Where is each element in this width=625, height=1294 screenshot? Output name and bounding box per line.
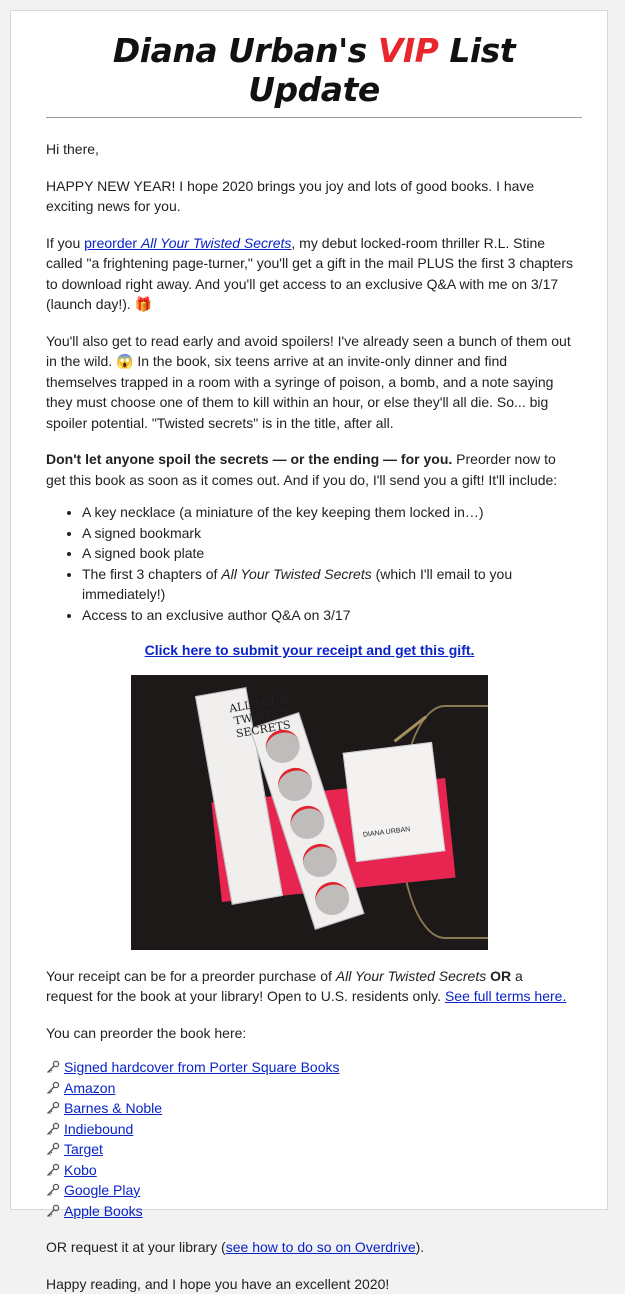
retailer-item bbox=[46, 1180, 573, 1201]
retailer-link[interactable]: Barnes & Noble bbox=[64, 1100, 162, 1116]
receipt-title: All Your Twisted Secrets bbox=[336, 968, 486, 984]
closing: Happy reading, and I hope you have an excellent 2020! bbox=[46, 1274, 573, 1294]
retailer-link[interactable]: Target bbox=[64, 1141, 103, 1157]
receipt-or: OR bbox=[486, 968, 511, 984]
submit-receipt-link[interactable]: Click here to submit your receipt and get this gift. bbox=[145, 642, 475, 658]
key-icon bbox=[46, 1163, 60, 1177]
retailer-link[interactable]: Signed hardcover from Porter Square Books bbox=[64, 1059, 339, 1075]
retailer-link[interactable]: Google Play bbox=[64, 1182, 140, 1198]
retailer-item bbox=[46, 1139, 573, 1160]
retailer-link[interactable]: Kobo bbox=[64, 1162, 97, 1178]
gift-item bbox=[82, 564, 573, 605]
email-body bbox=[11, 139, 607, 1294]
retailer-list bbox=[46, 1057, 573, 1221]
paragraph-spoilers: You'll also get to read early and avoid spoilers! I've already seen a bunch of them out in the wild. 😱 In the book, six teens arrive at an invite-only dinner and find themselves trapped in a room with a syringe of poison, a bomb, and a note saying they must choose one of them to kill within an hour, or else they'll all die. So... big spoiler potential. "Twisted secrets" is in the title, after all. bbox=[46, 331, 573, 434]
key-icon bbox=[46, 1081, 60, 1095]
book-plate bbox=[343, 741, 446, 861]
retailer-link[interactable]: Amazon bbox=[64, 1080, 115, 1096]
gift-intro-rest: Preorder now to get this book as soon as it comes out. And if you do, I'll send you a gift! It'll include: bbox=[46, 451, 557, 488]
paragraph-preorder-here: You can preorder the book here: bbox=[46, 1023, 573, 1044]
preorder-text-pre: If you bbox=[46, 235, 84, 251]
retailer-link[interactable]: Indiebound bbox=[64, 1121, 133, 1137]
key-icon bbox=[46, 1183, 60, 1197]
title-post: List Update bbox=[248, 31, 515, 109]
preorder-link-text: preorder bbox=[84, 235, 141, 251]
key-icon bbox=[46, 1122, 60, 1136]
key-icon bbox=[46, 1060, 60, 1074]
retailer-item bbox=[46, 1057, 573, 1078]
gift-list bbox=[46, 502, 573, 625]
retailer-item bbox=[46, 1098, 573, 1119]
bookmark-title: ALL YOUR TWISTED SECRETS bbox=[228, 692, 294, 741]
key-icon bbox=[46, 1204, 60, 1218]
gift-item: • Access to an exclusive author Q&A on 3/17 bbox=[82, 605, 573, 626]
gift-item: • A key necklace (a miniature of the key keeping them locked in…) bbox=[82, 502, 573, 523]
face-portrait bbox=[311, 877, 354, 919]
title-pre: Diana Urban's bbox=[113, 31, 378, 70]
gift-item-pre: The first 3 chapters of bbox=[82, 566, 221, 582]
paragraph-preorder bbox=[46, 233, 573, 315]
cta-container bbox=[46, 640, 573, 661]
retailer-item bbox=[46, 1078, 573, 1099]
preorder-link-title: All Your Twisted Secrets bbox=[141, 235, 291, 251]
retailer-item bbox=[46, 1160, 573, 1181]
retailer-item bbox=[46, 1201, 573, 1222]
key-icon bbox=[46, 1142, 60, 1156]
face-portrait bbox=[286, 801, 329, 843]
preorder-link[interactable] bbox=[84, 235, 291, 251]
preorder-text-post: , my debut locked-room thriller R.L. Stine called "a frightening page-turner," you'll get a gift in the mail PLUS the first 3 chapters to download right away. And you'll get access to an exclusive Q&A with me on 3/17 (launch day!). 🎁 bbox=[46, 235, 573, 313]
plate-author: DIANA URBAN bbox=[362, 820, 412, 846]
face-portrait bbox=[299, 839, 342, 881]
overdrive-link[interactable]: see how to do so on Overdrive bbox=[226, 1239, 416, 1255]
retailer-link[interactable]: Apple Books bbox=[64, 1203, 143, 1219]
gift-item-post: (which I'll email to you immediately!) bbox=[82, 566, 512, 603]
paragraph-library bbox=[46, 1237, 573, 1258]
gift-photo bbox=[131, 675, 488, 950]
gift-item: • A signed bookmark bbox=[82, 523, 573, 544]
full-terms-link[interactable]: See full terms here. bbox=[445, 988, 566, 1004]
library-post: ). bbox=[416, 1239, 425, 1255]
receipt-mid: a request for the book at your library! Open to U.S. residents only. bbox=[46, 968, 523, 1005]
title-vip: VIP bbox=[378, 31, 439, 70]
face-portrait bbox=[274, 763, 317, 805]
paragraph-gift-intro bbox=[46, 449, 573, 490]
retailer-item bbox=[46, 1119, 573, 1140]
key-icon bbox=[46, 1101, 60, 1115]
gift-intro-bold: Don't let anyone spoil the secrets — or the ending — for you. bbox=[46, 451, 452, 467]
library-pre: OR request it at your library ( bbox=[46, 1239, 226, 1255]
paragraph-new-year: HAPPY NEW YEAR! I hope 2020 brings you joy and lots of good books. I have exciting news for you. bbox=[46, 176, 573, 217]
gift-item-title: All Your Twisted Secrets bbox=[221, 566, 371, 582]
paragraph-receipt bbox=[46, 966, 573, 1007]
greeting: Hi there, bbox=[46, 139, 573, 160]
newsletter-header bbox=[46, 31, 582, 118]
email-card bbox=[10, 10, 608, 1210]
receipt-pre: Your receipt can be for a preorder purchase of bbox=[46, 968, 336, 984]
gift-item: • A signed book plate bbox=[82, 543, 573, 564]
